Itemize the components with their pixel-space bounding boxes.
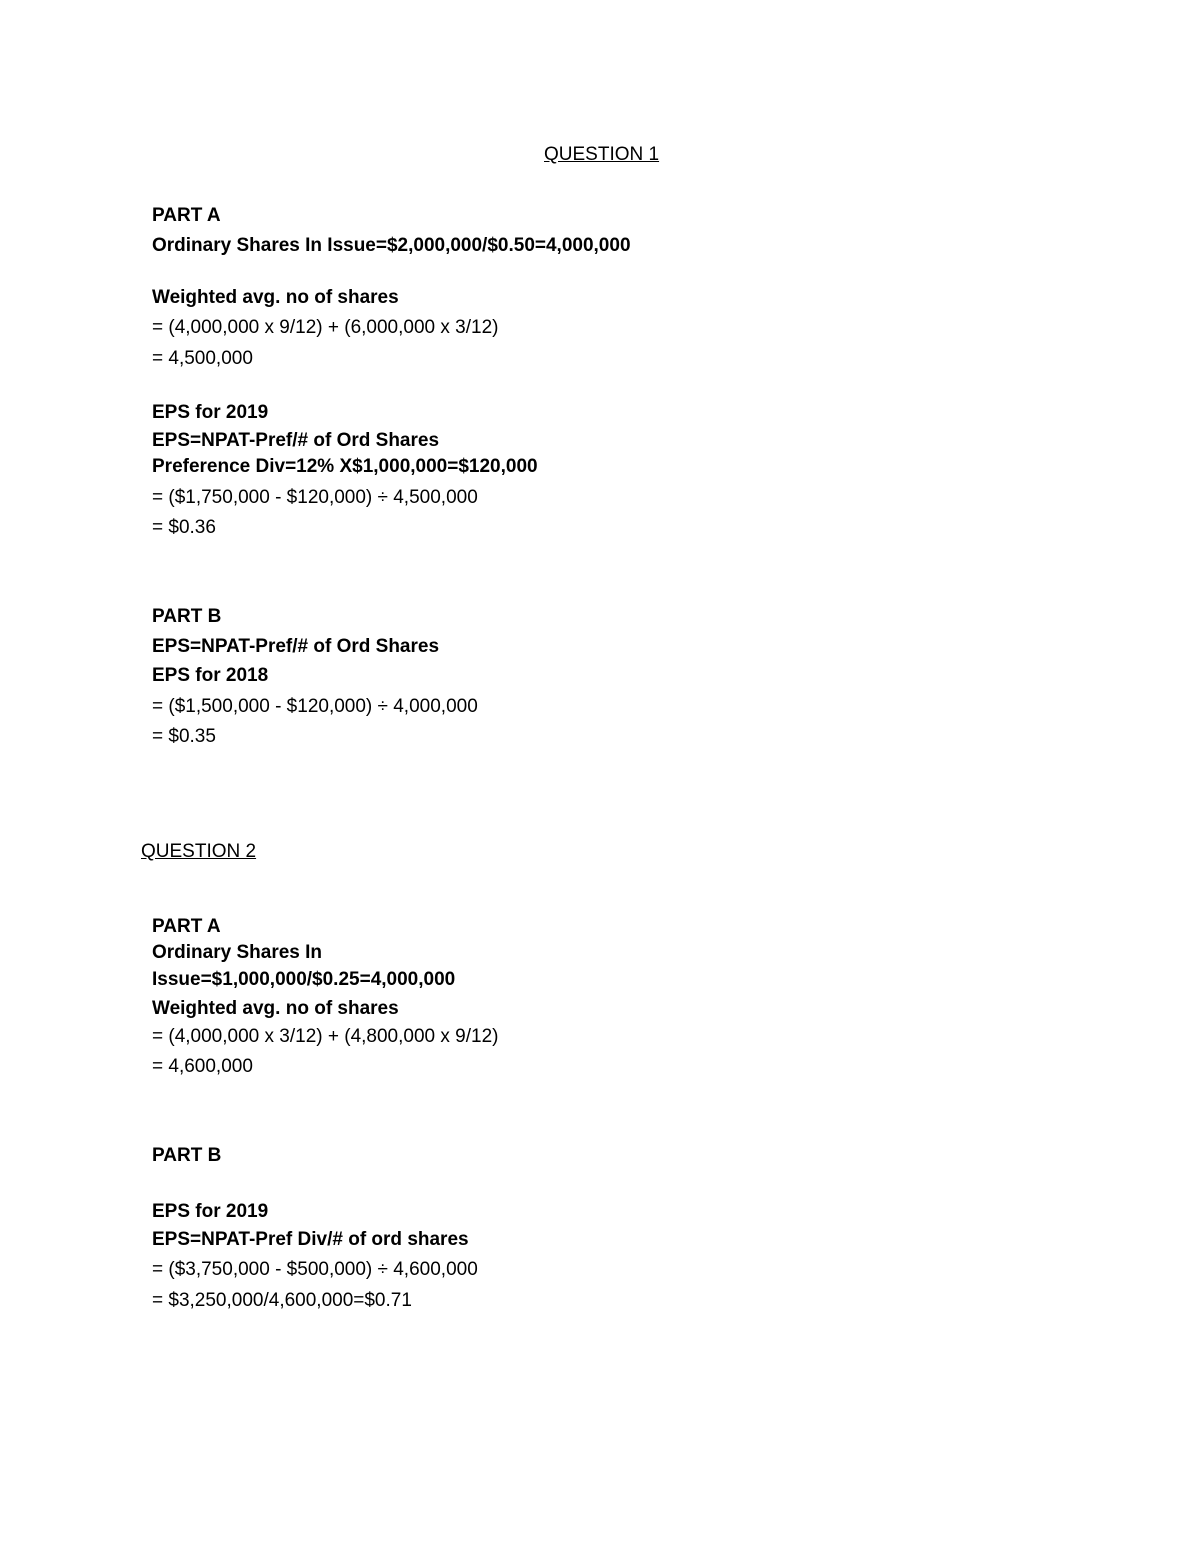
q2-weighted-result: = 4,600,000 xyxy=(152,1056,253,1077)
q2-weighted-title: Weighted avg. no of shares xyxy=(152,998,399,1019)
q1-pref-div: Preference Div=12% X$1,000,000=$120,000 xyxy=(152,456,538,477)
q2-shares-in-issue-line2: Issue=$1,000,000/$0.25=4,000,000 xyxy=(152,969,456,990)
q1-weighted-title: Weighted avg. no of shares xyxy=(152,287,399,308)
q2-part-b-eps-formula: EPS=NPAT-Pref Div/# of ord shares xyxy=(152,1229,469,1250)
q2-part-b-eps-result: = $3,250,000/4,600,000=$0.71 xyxy=(152,1290,412,1311)
q2-shares-in-issue-line1: Ordinary Shares In xyxy=(152,942,323,963)
q1-weighted-calc: = (4,000,000 x 9/12) + (6,000,000 x 3/12) xyxy=(152,317,499,338)
q1-weighted-result: = 4,500,000 xyxy=(152,348,253,369)
q1-shares-in-issue: Ordinary Shares In Issue=$2,000,000/$0.50=4,000,000 xyxy=(152,235,631,256)
q1-part-b-eps-result: = $0.35 xyxy=(152,726,216,747)
q2-part-b-eps-title: EPS for 2019 xyxy=(152,1201,269,1222)
q1-part-a-label: PART A xyxy=(152,205,221,226)
q1-part-b-label: PART B xyxy=(152,606,222,627)
q1-part-b-eps-formula: EPS=NPAT-Pref/# of Ord Shares xyxy=(152,636,440,657)
q2-part-a-label: PART A xyxy=(152,916,221,937)
q1-eps-calc: = ($1,750,000 - $120,000) ÷ 4,500,000 xyxy=(152,487,478,508)
q2-weighted-calc: = (4,000,000 x 3/12) + (4,800,000 x 9/12) xyxy=(152,1026,499,1047)
q2-part-b-eps-calc: = ($3,750,000 - $500,000) ÷ 4,600,000 xyxy=(152,1259,478,1280)
q1-part-b-eps-title: EPS for 2018 xyxy=(152,665,269,686)
q1-part-b-eps-calc: = ($1,500,000 - $120,000) ÷ 4,000,000 xyxy=(152,696,478,717)
q1-eps-formula: EPS=NPAT-Pref/# of Ord Shares xyxy=(152,430,440,451)
question-2-heading: QUESTION 2 xyxy=(141,841,257,862)
q1-eps-title: EPS for 2019 xyxy=(152,402,269,423)
question-1-heading: QUESTION 1 xyxy=(544,144,660,165)
q2-part-b-label: PART B xyxy=(152,1145,222,1166)
q1-eps-result: = $0.36 xyxy=(152,517,216,538)
